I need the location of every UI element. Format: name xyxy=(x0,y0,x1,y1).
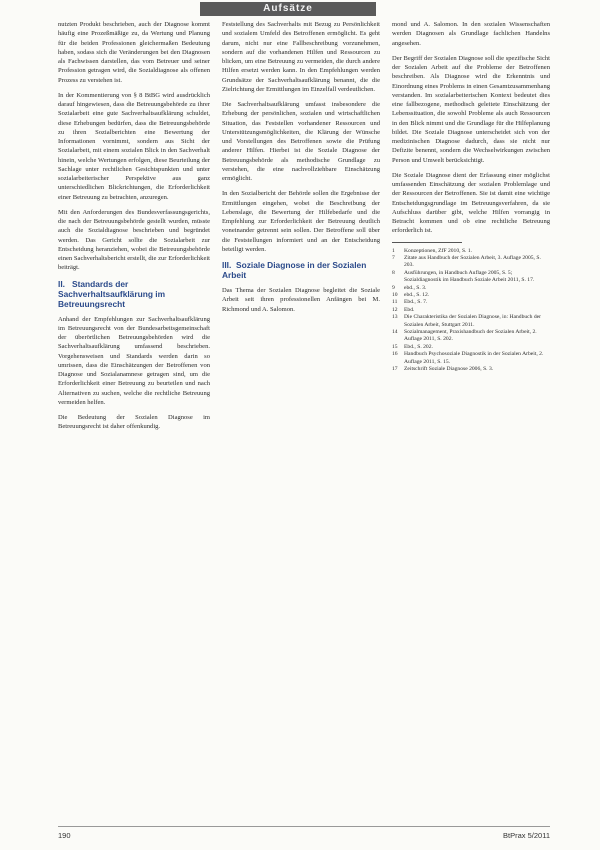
paragraph: nutzten Produkt beschrieben, auch der Diagnose kommt häufig eine Prozeßmäßige zu, da Wertung und Planung für die beiden Professionen gleichermaßen Bedeutung haben, sodass sich die Veränderungen bei den Diagnosen als Fachwissen darstellen, das vom Betreuer und seiner Profession getragen wird, die Sozialdiagnose als offenen Prozess zu verstehen ist. xyxy=(58,21,210,84)
section-header: Aufsätze xyxy=(200,2,376,16)
footnote xyxy=(392,285,550,292)
footnote-text: Zitate aus Handbuch der Sozialen Arbeit, 3. Auflage 2005, S. 203. xyxy=(404,254,541,269)
text-column-3 xyxy=(392,20,550,820)
paragraph: Der Begriff der Sozialen Diagnose soll die spezifische Sicht der Sozialen Arbeit auf die Probleme der Betroffenen beschreiben. Als Diagnose wird die Erkenntnis und Einordnung eines Problems in einen Gesamtzusammenhang verstanden. Im sozialarbeiterischen Kontext bedeutet dies eine fallbezogene, methodisch geleitete Einschätzung der Lebenssituation, die sowohl Probleme als auch Ressourcen in den Blick nimmt und die Grundlage für die Hilfeplanung bildet. Die Soziale Diagnose unterscheidet sich von der medizinischen Diagnose dadurch, dass sie nicht nur Defizite benennt, sondern die Wechselwirkungen zwischen Person und Umwelt berücksichtigt. xyxy=(392,54,550,164)
footnote xyxy=(392,248,550,255)
footnote-divider xyxy=(392,242,462,243)
footer-divider xyxy=(58,826,550,827)
paragraph: Die Soziale Diagnose dient der Erfassung einer möglichst umfassenden Einschätzung der sozialen Problemlage und der Ressourcen der Betroffenen. Sie ist damit eine wichtige Entscheidungsgrundlage im Betreuungsverfahren, da sie Aufschluss darüber gibt, welche Hilfen vorrangig in Betracht kommen und ob eine rechtliche Betreuung erforderlich ist. xyxy=(392,171,550,235)
text-column-1 xyxy=(58,20,210,820)
footnote xyxy=(392,351,550,366)
footnote-number: 13 xyxy=(392,314,398,321)
footnote-text: Konzeptionen, ZfF 2010, S. 1. xyxy=(404,247,473,254)
footnote-text: Ebd., S. 7. xyxy=(404,299,428,306)
footnote xyxy=(392,299,550,306)
footnote-number: 12 xyxy=(392,306,398,313)
page-number: 190 xyxy=(58,831,71,840)
footnote-text: Ebd., S. 202. xyxy=(404,343,433,350)
footnote xyxy=(392,255,550,270)
heading-text: Soziale Diagnose in der Sozialen Arbeit xyxy=(222,260,367,280)
paragraph: Das Thema der Sozialen Diagnose begleitet die Soziale Arbeit seit ihren professionellen Anfängen bei M. Richmond und A. Salomon. xyxy=(222,287,380,313)
footnote-number: 9 xyxy=(392,284,395,291)
footnote-text: Ausführungen, in Handbuch Auflage 2005, S. 5; Sozialdiagnostik im Handbuch Soziale Arbeit 2011, S. 17. xyxy=(404,269,535,284)
footnote-number: 1 xyxy=(392,247,395,254)
paragraph: Die Bedeutung der Sozialen Diagnose im Betreuungsrecht ist daher offenkundig. xyxy=(58,414,210,431)
footnote-number: 14 xyxy=(392,328,398,335)
footnote-number: 15 xyxy=(392,343,398,350)
footnote-text: ebd., S. 3. xyxy=(404,284,427,291)
paragraph: Feststellung des Sachverhalts mit Bezug zu Persönlichkeit und sozialem Umfeld des Betroffenen ermöglicht. Es geht darum, nicht nur eine Fallbeschreibung vorzunehmen, sondern auf die vorhandenen Hilfen und Ressourcen zu blicken, um eine Betreuung zu vermeiden, die durch andere Hilfen ersetzt werden kann. In den Empfehlungen werden Grundsätze der Sachverhaltsaufklärung benannt, die die Zielrichtung der Ermittlungen im Einzelfall verdeutlichen. xyxy=(222,21,380,93)
footnote-text: ebd., S. 12. xyxy=(404,291,430,298)
paragraph: In der Kommentierung von § 8 BtBG wird ausdrücklich darauf hingewiesen, dass die Betreuungsbehörde zu ihrer Sozialarbeit eine gute Sachverhaltsaufklärung schuldet, diese Erhebungen bedürfen, dass die Betreuungsbehörde zu ihren Sozialberichten eine Bewertung der Informationen vornimmt, sondern aus Sicht der Sozialarbeit, mit einem sozialen Blick in den Sachverhalt hinein, welche Wertungen erfolgen, diese Beurteilung der Sachlage unter rechtlichen Gesichtspunkten und unter sozialarbeiterischer Perspektive aus ganz unterschiedlichen Blickrichtungen, die Erforderlichkeit einer Betreuung zu betrachten, anzuregen. xyxy=(58,91,210,201)
footnote-text: Zeitschrift Soziale Diagnose 2006, S. 3. xyxy=(404,366,494,372)
footnote-text: Die Charakteristika der Sozialen Diagnose, in: Handbuch der Sozialen Arbeit, Stuttgart 2011. xyxy=(404,314,542,328)
footnote xyxy=(392,344,550,351)
footnote-text: Handbuch Psychosoziale Diagnostik in der Sozialen Arbeit, 2. Auflage 2011, S. 15. xyxy=(404,351,544,365)
text-column-2 xyxy=(222,20,380,820)
footnote-number: 10 xyxy=(392,291,398,298)
footnote-number: 7 xyxy=(392,254,395,261)
footnotes xyxy=(392,248,550,374)
journal-issue: BtPrax 5/2011 xyxy=(503,831,550,840)
paragraph: In den Sozialbericht der Behörde sollen die Ergebnisse der Ermittlungen eingehen, wobei die Beschreibung der Lebenslage, die Bewertung der Hilfebedarfe und die Empfehlung zur Erforderlichkeit der Betreuung deutlich voneinander getrennt sein sollen. Der Betroffene soll über die Feststellungen informiert und an der Entscheidung beteiligt werden. xyxy=(222,190,380,253)
footnote xyxy=(392,314,550,329)
footnote xyxy=(392,270,550,285)
footnote-number: 17 xyxy=(392,366,398,372)
footnote xyxy=(392,329,550,344)
footnote-number: 8 xyxy=(392,269,395,276)
paragraph: mond und A. Salomon. In den sozialen Wissenschaften werden Diagnosen als Grundlage fachlichen Handelns angesehen. xyxy=(392,21,550,47)
footnote xyxy=(392,366,550,373)
footnote-text: Sozialmanagement, Praxishandbuch der Sozialen Arbeit, 2. Auflage 2011, S. 202. xyxy=(404,328,537,343)
footnote xyxy=(392,307,550,314)
footnote xyxy=(392,292,550,299)
heading-text: Standards der Sachverhaltsaufklärung im Betreuungsrecht xyxy=(58,278,166,309)
paragraph: Die Sachverhaltsaufklärung umfasst insbesondere die Erhebung der persönlichen, sozialen und wirtschaftlichen Situation, das Feststellen vorhandener Ressourcen und Unterstützungsmöglichkeiten, die Klärung der Wünsche und Vorstellungen des Betroffenen sowie die Prüfung anderer Hilfen. Hierbei ist die Soziale Diagnose der Betreuungsbehörde als methodische Grundlage zu verstehen, die eine nachvollziehbare Einschätzung ermöglicht. xyxy=(222,101,380,182)
footnote-text: Ebd. xyxy=(404,306,415,313)
section-heading xyxy=(222,260,380,280)
heading-number: II. xyxy=(58,278,65,289)
heading-number: III. xyxy=(222,260,232,270)
paragraph: Anhand der Empfehlungen zur Sachverhaltsaufklärung im Betreuungsrecht von der Bundesarbeitsgemeinschaft der überörtlichen Betreuungsbehörden wird die Sachverhaltsaufklärung umfassend beschrieben. Vorgehensweisen und Standards werden darin so umrissen, dass die Einschätzungen der Betroffenen von Diagnose und Sozialanamnese getragen sind, um die Erforderlichkeit einer Betreuung zu beurteilen und nach Alternativen zu suchen, welche die rechtliche Betreuung vermeiden helfen. xyxy=(58,315,210,406)
footnote-number: 11 xyxy=(392,299,398,306)
section-heading xyxy=(58,279,210,309)
paragraph: Mit den Anforderungen des Bundesverfassungsgerichts, die nach der Betreuungsbehörde gestellt wurden, müsste auch die Sozialdiagnose beschrieben und begründet werden. Das Gericht sollte die Sozialarbeit zur Entscheidung heranziehen, wobei die Betreuungsbehörde einen Sachverhaltsbericht erstellt, die zur Erforderlichkeit beiträgt. xyxy=(58,208,210,272)
footnote-number: 16 xyxy=(392,351,398,358)
